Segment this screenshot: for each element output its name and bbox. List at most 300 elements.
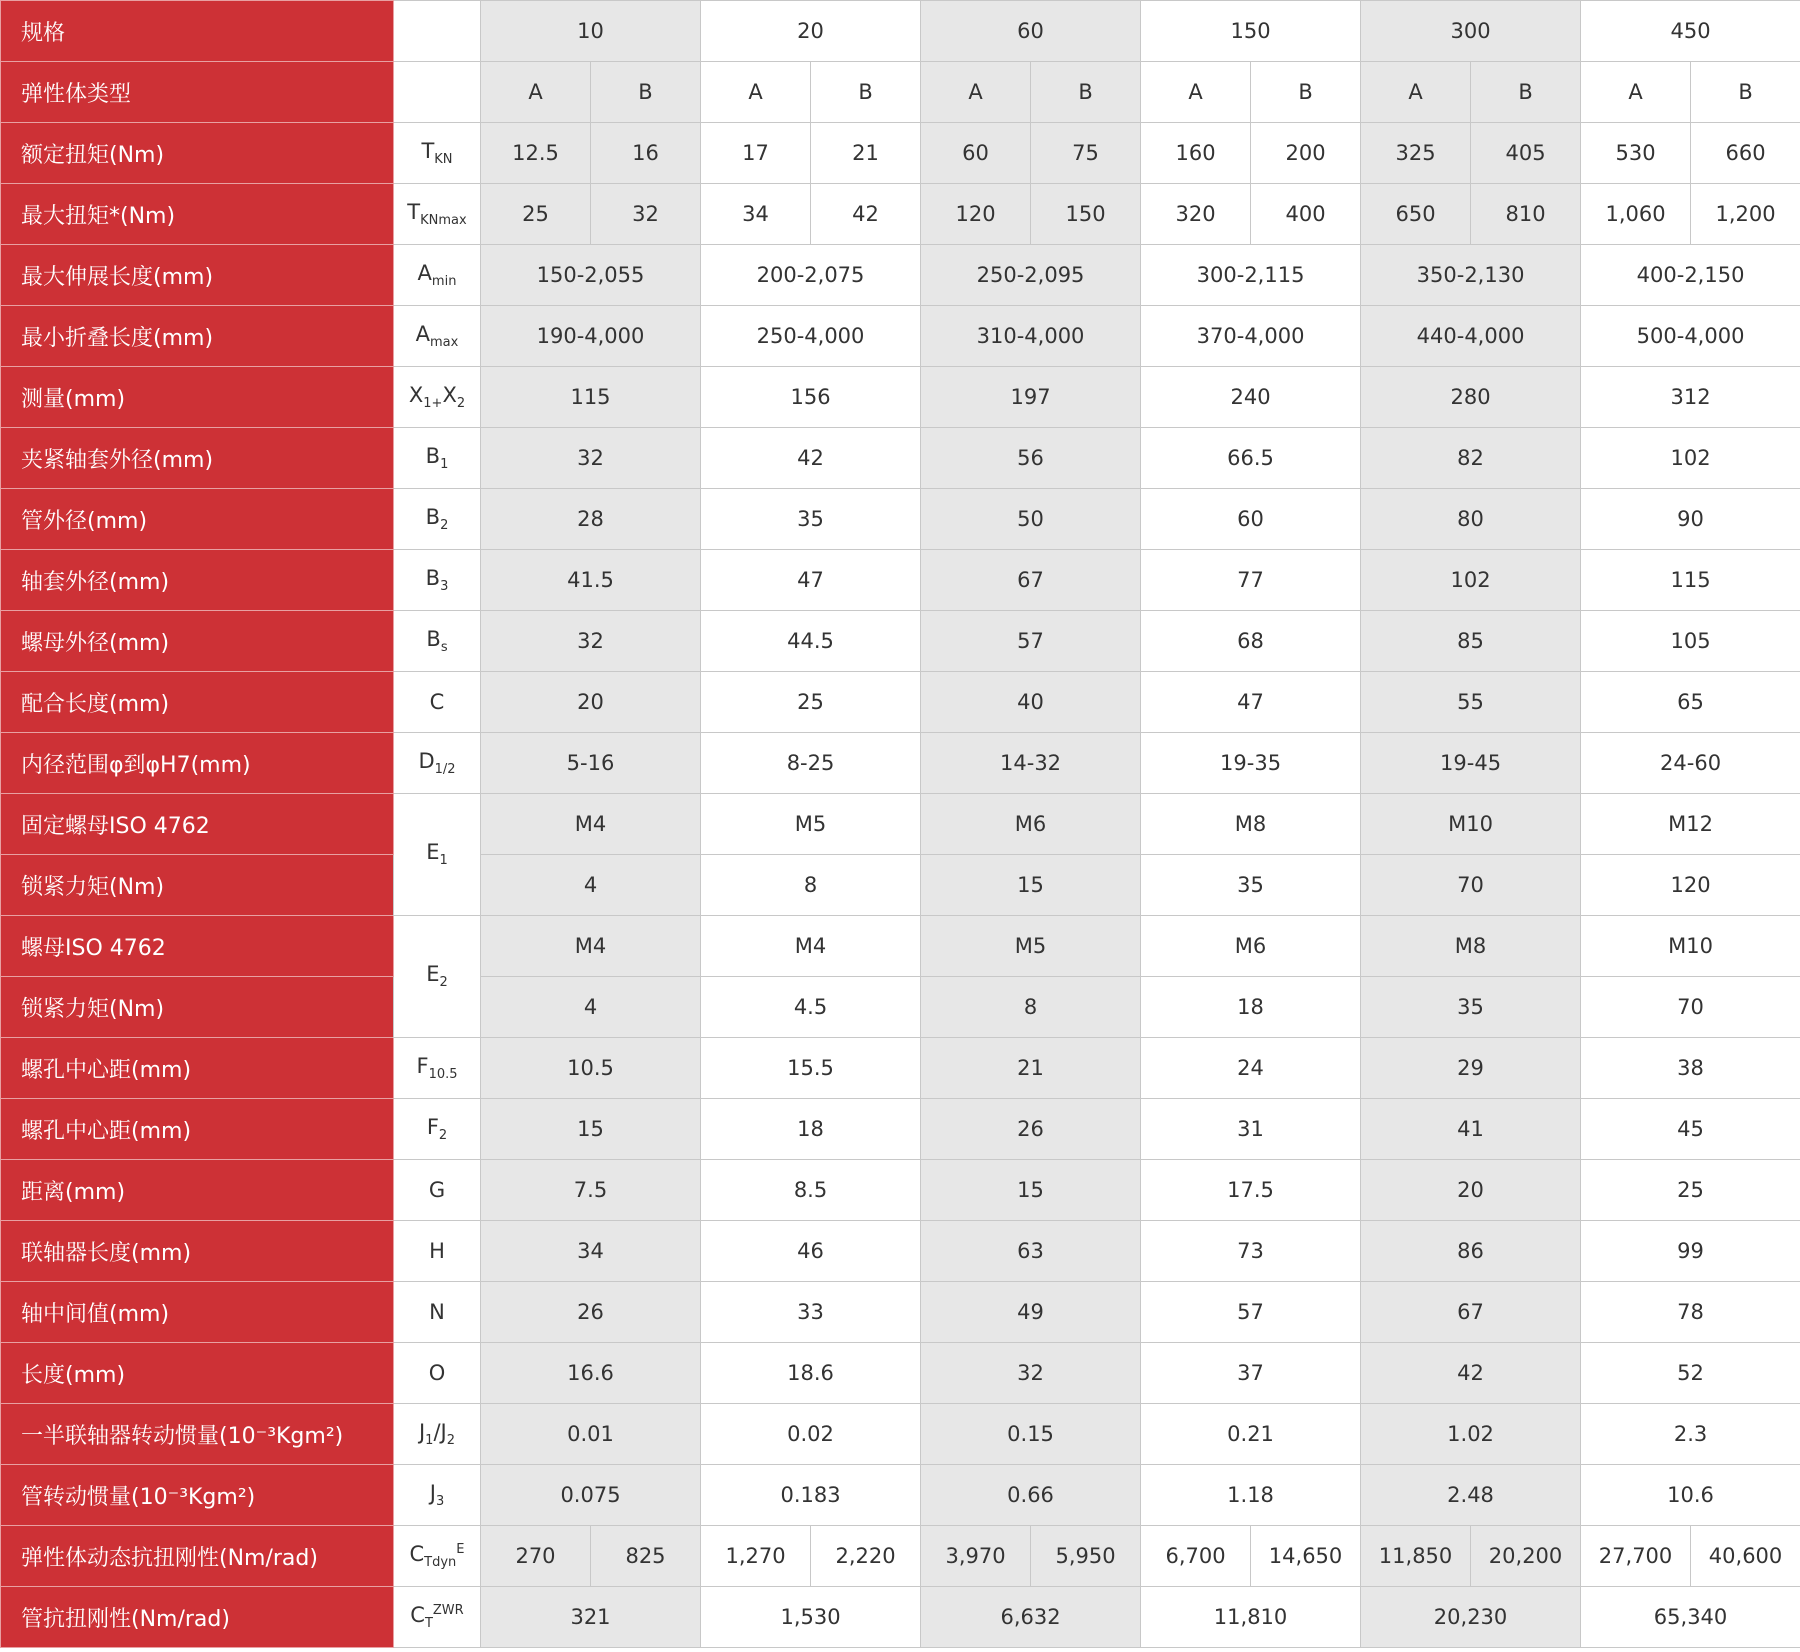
symbol-main: H — [429, 1239, 445, 1263]
value-cell: 102 — [1581, 428, 1800, 489]
parameter-symbol — [426, 840, 448, 869]
table-row — [1, 916, 1800, 977]
parameter-symbol — [425, 504, 449, 534]
symbol-cell — [394, 1282, 481, 1343]
symbol-main: B — [426, 626, 441, 651]
row-label: 管外径(mm) — [1, 489, 394, 550]
value-cell: 115 — [1581, 550, 1800, 611]
value-cell: 8.5 — [701, 1160, 921, 1221]
value-cell: 60 — [1141, 489, 1361, 550]
value-cell: 14-32 — [921, 733, 1141, 794]
value-cell: 99 — [1581, 1221, 1800, 1282]
value-cell: 67 — [1361, 1282, 1581, 1343]
symbol-main: C — [410, 1602, 425, 1627]
value-cell: 42 — [701, 428, 921, 489]
value-cell: M6 — [921, 794, 1141, 855]
elastomer-type-cell: A — [701, 62, 811, 123]
value-cell: 1,200 — [1691, 184, 1800, 245]
table-row — [1, 1282, 1800, 1343]
symbol-cell — [394, 1587, 481, 1648]
parameter-symbol — [429, 1300, 445, 1324]
symbol-cell — [394, 245, 481, 306]
row-label: 轴套外径(mm) — [1, 550, 394, 611]
symbol-sub: KNmax — [420, 213, 467, 229]
value-cell: M6 — [1141, 916, 1361, 977]
value-cell: 1.02 — [1361, 1404, 1581, 1465]
elastomer-type-cell: A — [1361, 62, 1471, 123]
value-cell: 350-2,130 — [1361, 245, 1581, 306]
table-row — [1, 1, 1800, 62]
value-cell: 32 — [481, 428, 701, 489]
parameter-symbol — [430, 690, 445, 714]
value-cell: 35 — [701, 489, 921, 550]
size-header-cell: 10 — [481, 1, 701, 62]
value-cell: 25 — [701, 672, 921, 733]
value-cell: 405 — [1471, 123, 1581, 184]
value-cell: 41 — [1361, 1099, 1581, 1160]
elastomer-type-cell: A — [1141, 62, 1251, 123]
value-cell: 6,632 — [921, 1587, 1141, 1648]
elastomer-type-cell: B — [1251, 62, 1361, 123]
table-row — [1, 367, 1800, 428]
table-row — [1, 1404, 1800, 1465]
row-label: 弹性体类型 — [1, 62, 394, 123]
value-cell: 20 — [1361, 1160, 1581, 1221]
value-cell: 65,340 — [1581, 1587, 1800, 1648]
value-cell: 16.6 — [481, 1343, 701, 1404]
value-cell: 150-2,055 — [481, 245, 701, 306]
value-cell: 530 — [1581, 123, 1691, 184]
symbol-sub: 2 — [439, 975, 448, 991]
value-cell: 825 — [591, 1526, 701, 1587]
value-cell: 2,220 — [811, 1526, 921, 1587]
symbol-main: B — [425, 565, 441, 590]
row-label: 锁紧力矩(Nm) — [1, 855, 394, 916]
symbol-cell — [394, 1160, 481, 1221]
parameter-symbol — [426, 626, 448, 656]
parameter-symbol — [421, 138, 453, 168]
row-label: 最小折叠长度(mm) — [1, 306, 394, 367]
row-label: 螺孔中心距(mm) — [1, 1099, 394, 1160]
value-cell: 3,970 — [921, 1526, 1031, 1587]
symbol-cell — [394, 1, 481, 62]
value-cell: 0.075 — [481, 1465, 701, 1526]
value-cell: M5 — [921, 916, 1141, 977]
symbol-main: B — [425, 443, 441, 468]
value-cell: 400 — [1251, 184, 1361, 245]
value-cell: 321 — [481, 1587, 701, 1648]
value-cell: 21 — [921, 1038, 1141, 1099]
value-cell: 5,950 — [1031, 1526, 1141, 1587]
value-cell: 18 — [701, 1099, 921, 1160]
row-label: 固定螺母ISO 4762 — [1, 794, 394, 855]
value-cell: 47 — [1141, 672, 1361, 733]
table-row — [1, 794, 1800, 855]
parameter-symbol — [429, 1361, 446, 1385]
row-label: 最大伸展长度(mm) — [1, 245, 394, 306]
symbol-main: F — [416, 1053, 429, 1078]
value-cell: 35 — [1141, 855, 1361, 916]
symbol-sub: 3 — [440, 579, 449, 595]
symbol-cell — [394, 306, 481, 367]
value-cell: M5 — [701, 794, 921, 855]
value-cell: 32 — [591, 184, 701, 245]
value-cell: 1,530 — [701, 1587, 921, 1648]
parameter-symbol — [426, 1114, 448, 1144]
value-cell: 35 — [1361, 977, 1581, 1038]
symbol-cell — [394, 1099, 481, 1160]
value-cell: 102 — [1361, 550, 1581, 611]
row-label: 弹性体动态抗扭刚性(Nm/rad) — [1, 1526, 394, 1587]
value-cell: 0.01 — [481, 1404, 701, 1465]
value-cell: 8 — [921, 977, 1141, 1038]
value-cell: 1,060 — [1581, 184, 1691, 245]
table-row — [1, 1160, 1800, 1221]
symbol-sub: 1 — [425, 1433, 434, 1449]
value-cell: 15.5 — [701, 1038, 921, 1099]
value-cell: 37 — [1141, 1343, 1361, 1404]
table-row — [1, 550, 1800, 611]
value-cell: 197 — [921, 367, 1141, 428]
elastomer-type-cell: B — [1691, 62, 1800, 123]
value-cell: 270 — [481, 1526, 591, 1587]
value-cell: 18.6 — [701, 1343, 921, 1404]
value-cell: 70 — [1361, 855, 1581, 916]
row-label: 距离(mm) — [1, 1160, 394, 1221]
value-cell: 78 — [1581, 1282, 1800, 1343]
parameter-symbol — [429, 1480, 445, 1510]
value-cell: 10.5 — [481, 1038, 701, 1099]
value-cell: 77 — [1141, 550, 1361, 611]
size-header-cell: 300 — [1361, 1, 1581, 62]
value-cell: 14,650 — [1251, 1526, 1361, 1587]
table-row — [1, 1587, 1800, 1648]
value-cell: 4 — [481, 977, 701, 1038]
table-row — [1, 489, 1800, 550]
value-cell: M10 — [1361, 794, 1581, 855]
value-cell: 7.5 — [481, 1160, 701, 1221]
value-cell: 8-25 — [701, 733, 921, 794]
row-label: 螺母ISO 4762 — [1, 916, 394, 977]
symbol-main: O — [428, 1361, 446, 1385]
value-cell: 50 — [921, 489, 1141, 550]
value-cell: 44.5 — [701, 611, 921, 672]
parameter-symbol — [418, 1419, 456, 1449]
value-cell: 70 — [1581, 977, 1800, 1038]
symbol-cell — [394, 794, 481, 916]
value-cell: 24 — [1141, 1038, 1361, 1099]
table-row — [1, 977, 1800, 1038]
symbol-main: C — [409, 1541, 425, 1566]
symbol-cell — [394, 123, 481, 184]
symbol-main: B — [425, 504, 441, 529]
symbol-main: C — [429, 690, 445, 714]
row-label: 螺母外径(mm) — [1, 611, 394, 672]
symbol-sub: Tdyn — [424, 1555, 457, 1571]
symbol-sub: 1+ — [423, 396, 443, 412]
symbol-sub: s — [440, 640, 448, 656]
table-row — [1, 184, 1800, 245]
parameter-symbol — [418, 748, 456, 778]
value-cell: 250-2,095 — [921, 245, 1141, 306]
table-row — [1, 306, 1800, 367]
table-row — [1, 733, 1800, 794]
value-cell: 200 — [1251, 123, 1361, 184]
parameter-symbol — [407, 199, 467, 229]
table-row — [1, 62, 1800, 123]
parameter-symbol — [416, 1053, 458, 1083]
value-cell: 156 — [701, 367, 921, 428]
elastomer-type-cell: B — [591, 62, 701, 123]
value-cell: 11,810 — [1141, 1587, 1361, 1648]
value-cell: 10.6 — [1581, 1465, 1800, 1526]
size-header-cell: 150 — [1141, 1, 1361, 62]
value-cell: 300-2,115 — [1141, 245, 1361, 306]
symbol-sub: min — [431, 274, 457, 290]
value-cell: 8 — [701, 855, 921, 916]
symbol-sub: T — [424, 1616, 433, 1632]
value-cell: 2.48 — [1361, 1465, 1581, 1526]
symbol-main: D — [418, 748, 435, 773]
value-cell: M4 — [481, 916, 701, 977]
table-row — [1, 1038, 1800, 1099]
symbol-cell — [394, 489, 481, 550]
value-cell: 440-4,000 — [1361, 306, 1581, 367]
value-cell: 26 — [921, 1099, 1141, 1160]
symbol-sub: 1/2 — [434, 762, 456, 778]
value-cell: 17.5 — [1141, 1160, 1361, 1221]
symbol-main: E — [426, 962, 440, 987]
value-cell: 150 — [1031, 184, 1141, 245]
value-cell: 73 — [1141, 1221, 1361, 1282]
symbol-sub: 10.5 — [428, 1067, 458, 1083]
value-cell: 75 — [1031, 123, 1141, 184]
symbol-main: T — [421, 138, 435, 163]
size-header-cell: 60 — [921, 1, 1141, 62]
value-cell: 6,700 — [1141, 1526, 1251, 1587]
value-cell: 20,230 — [1361, 1587, 1581, 1648]
symbol-sub: KN — [434, 152, 453, 168]
value-cell: 34 — [701, 184, 811, 245]
value-cell: 400-2,150 — [1581, 245, 1800, 306]
symbol-cell — [394, 1343, 481, 1404]
value-cell: 47 — [701, 550, 921, 611]
value-cell: 19-45 — [1361, 733, 1581, 794]
value-cell: 29 — [1361, 1038, 1581, 1099]
table-row — [1, 611, 1800, 672]
symbol-cell — [394, 428, 481, 489]
symbol-sub: 1 — [440, 457, 449, 473]
symbol-main: A — [417, 260, 432, 285]
value-cell: 0.02 — [701, 1404, 921, 1465]
value-cell: 250-4,000 — [701, 306, 921, 367]
symbol-main: A — [415, 321, 431, 346]
parameter-symbol — [409, 1541, 465, 1571]
value-cell: 15 — [921, 1160, 1141, 1221]
value-cell: 85 — [1361, 611, 1581, 672]
value-cell: 57 — [1141, 1282, 1361, 1343]
row-label: 长度(mm) — [1, 1343, 394, 1404]
value-cell: 27,700 — [1581, 1526, 1691, 1587]
symbol-cell — [394, 733, 481, 794]
table-row — [1, 245, 1800, 306]
value-cell: 63 — [921, 1221, 1141, 1282]
size-header-cell: 450 — [1581, 1, 1800, 62]
row-label: 管抗扭刚性(Nm/rad) — [1, 1587, 394, 1648]
value-cell: 312 — [1581, 367, 1800, 428]
symbol-main: J — [418, 1419, 426, 1444]
value-cell: 15 — [921, 855, 1141, 916]
symbol-main2: X — [442, 382, 457, 407]
row-label: 额定扭矩(Nm) — [1, 123, 394, 184]
symbol-main: E — [426, 840, 440, 865]
value-cell: 55 — [1361, 672, 1581, 733]
parameter-symbol — [429, 1239, 445, 1263]
symbol-main: F — [426, 1114, 439, 1139]
value-cell: 190-4,000 — [481, 306, 701, 367]
value-cell: M4 — [701, 916, 921, 977]
value-cell: 19-35 — [1141, 733, 1361, 794]
table-row — [1, 1343, 1800, 1404]
value-cell: 120 — [921, 184, 1031, 245]
table-row — [1, 855, 1800, 916]
symbol-cell — [394, 184, 481, 245]
value-cell: 40 — [921, 672, 1141, 733]
row-label: 配合长度(mm) — [1, 672, 394, 733]
value-cell: 810 — [1471, 184, 1581, 245]
value-cell: 90 — [1581, 489, 1800, 550]
value-cell: 60 — [921, 123, 1031, 184]
value-cell: M4 — [481, 794, 701, 855]
parameter-symbol — [415, 321, 459, 351]
symbol-cell — [394, 367, 481, 428]
value-cell: 21 — [811, 123, 921, 184]
value-cell: 20,200 — [1471, 1526, 1581, 1587]
symbol-sub2: 2 — [456, 396, 466, 412]
value-cell: 5-16 — [481, 733, 701, 794]
value-cell: 0.15 — [921, 1404, 1141, 1465]
value-cell: 25 — [481, 184, 591, 245]
value-cell: M8 — [1361, 916, 1581, 977]
value-cell: M12 — [1581, 794, 1800, 855]
symbol-cell — [394, 1465, 481, 1526]
symbol-main: N — [429, 1300, 445, 1324]
parameter-symbol — [417, 260, 457, 290]
value-cell: 4 — [481, 855, 701, 916]
value-cell: 33 — [701, 1282, 921, 1343]
value-cell: 15 — [481, 1099, 701, 1160]
row-label: 规格 — [1, 1, 394, 62]
symbol-sub: 1 — [439, 853, 448, 869]
row-label: 轴中间值(mm) — [1, 1282, 394, 1343]
value-cell: 160 — [1141, 123, 1251, 184]
symbol-sub2: 2 — [446, 1433, 456, 1449]
symbol-cell — [394, 611, 481, 672]
value-cell: 12.5 — [481, 123, 591, 184]
value-cell: 17 — [701, 123, 811, 184]
value-cell: 28 — [481, 489, 701, 550]
value-cell: 67 — [921, 550, 1141, 611]
value-cell: 34 — [481, 1221, 701, 1282]
value-cell: 0.183 — [701, 1465, 921, 1526]
value-cell: 1,270 — [701, 1526, 811, 1587]
value-cell: 20 — [481, 672, 701, 733]
symbol-sup: ZWR — [432, 1602, 464, 1618]
symbol-cell — [394, 550, 481, 611]
value-cell: 42 — [1361, 1343, 1581, 1404]
value-cell: 105 — [1581, 611, 1800, 672]
parameter-symbol — [408, 382, 466, 412]
row-label: 管转动惯量(10⁻³Kgm²) — [1, 1465, 394, 1526]
parameter-symbol — [429, 1178, 445, 1202]
value-cell: 49 — [921, 1282, 1141, 1343]
elastomer-type-cell: A — [1581, 62, 1691, 123]
value-cell: 325 — [1361, 123, 1471, 184]
table-row — [1, 1099, 1800, 1160]
table-row — [1, 123, 1800, 184]
value-cell: 65 — [1581, 672, 1800, 733]
value-cell: 40,600 — [1691, 1526, 1800, 1587]
symbol-cell — [394, 1038, 481, 1099]
elastomer-type-cell: B — [811, 62, 921, 123]
value-cell: 2.3 — [1581, 1404, 1800, 1465]
parameter-symbol — [425, 443, 449, 473]
value-cell: 68 — [1141, 611, 1361, 672]
elastomer-type-cell: B — [1031, 62, 1141, 123]
table-row — [1, 428, 1800, 489]
value-cell: 120 — [1581, 855, 1800, 916]
value-cell: 66.5 — [1141, 428, 1361, 489]
value-cell: 41.5 — [481, 550, 701, 611]
value-cell: 57 — [921, 611, 1141, 672]
value-cell: 25 — [1581, 1160, 1800, 1221]
value-cell: 0.21 — [1141, 1404, 1361, 1465]
value-cell: M8 — [1141, 794, 1361, 855]
symbol-main: G — [428, 1178, 446, 1202]
value-cell: 32 — [481, 611, 701, 672]
value-cell: 500-4,000 — [1581, 306, 1800, 367]
parameter-symbol — [425, 565, 449, 595]
value-cell: 1.18 — [1141, 1465, 1361, 1526]
value-cell: 115 — [481, 367, 701, 428]
value-cell: 660 — [1691, 123, 1800, 184]
symbol-main: T — [407, 199, 421, 224]
row-label: 联轴器长度(mm) — [1, 1221, 394, 1282]
row-label: 测量(mm) — [1, 367, 394, 428]
value-cell: 26 — [481, 1282, 701, 1343]
table-row — [1, 1465, 1800, 1526]
value-cell: 200-2,075 — [701, 245, 921, 306]
value-cell: 42 — [811, 184, 921, 245]
value-cell: 650 — [1361, 184, 1471, 245]
value-cell: 16 — [591, 123, 701, 184]
table-row — [1, 1526, 1800, 1587]
symbol-main: J — [429, 1480, 436, 1505]
value-cell: 38 — [1581, 1038, 1800, 1099]
value-cell: 310-4,000 — [921, 306, 1141, 367]
elastomer-type-cell: A — [921, 62, 1031, 123]
value-cell: 80 — [1361, 489, 1581, 550]
symbol-cell — [394, 672, 481, 733]
elastomer-type-cell: B — [1471, 62, 1581, 123]
value-cell: 82 — [1361, 428, 1581, 489]
value-cell: 32 — [921, 1343, 1141, 1404]
symbol-sub: 3 — [435, 1494, 445, 1510]
value-cell: 18 — [1141, 977, 1361, 1038]
symbol-sub: max — [430, 335, 459, 351]
value-cell: 240 — [1141, 367, 1361, 428]
parameter-symbol — [410, 1602, 464, 1632]
